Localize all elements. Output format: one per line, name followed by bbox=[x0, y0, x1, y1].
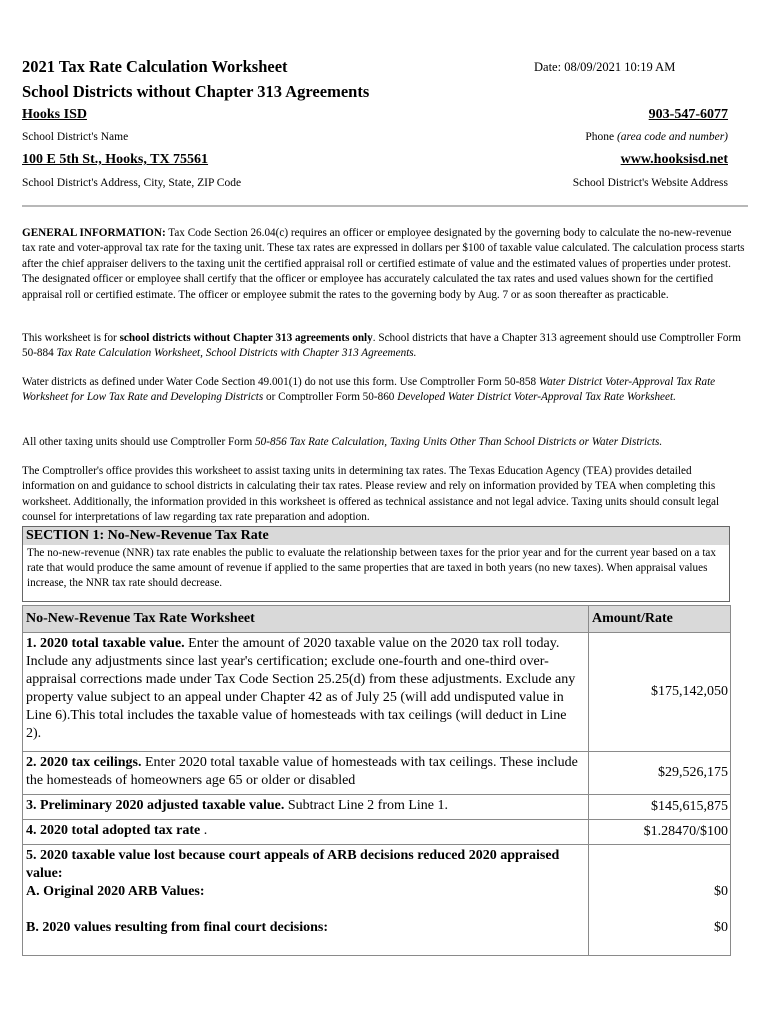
table-row bbox=[23, 633, 731, 752]
water-text-d: Developed Water District Voter-Approval Tax Rate Worksheet. bbox=[397, 391, 676, 404]
district-phone-caption bbox=[585, 131, 728, 143]
scope-text-d: Tax Rate Calculation Worksheet, School Districts with Chapter 313 Agreements. bbox=[56, 347, 417, 360]
table-row bbox=[23, 845, 731, 956]
district-name: Hooks ISD bbox=[22, 107, 87, 122]
worksheet-title: 2021 Tax Rate Calculation Worksheet bbox=[22, 57, 288, 76]
line-3-text: Subtract Line 2 from Line 1. bbox=[284, 798, 449, 813]
district-website-caption: School District's Website Address bbox=[572, 177, 728, 189]
water-district-note bbox=[22, 375, 746, 406]
district-phone: 903-547-6077 bbox=[648, 107, 728, 122]
water-text-a: Water districts as defined under Water Code Section 49.001(1) do not use this form. Use Comptroller Form 50-858 bbox=[22, 376, 539, 388]
line-5b-amount[interactable]: $0 bbox=[714, 920, 728, 935]
district-address: 100 E 5th St., Hooks, TX 75561 bbox=[22, 152, 209, 167]
line-5-description bbox=[23, 845, 589, 956]
water-text-c: or Comptroller Form 50-860 bbox=[263, 391, 398, 404]
line-4-label: 4. 2020 total adopted tax rate bbox=[26, 823, 201, 838]
section-1-title: SECTION 1: No-New-Revenue Tax Rate bbox=[23, 527, 729, 545]
nnr-worksheet-table bbox=[22, 605, 731, 956]
line-2-text: Enter 2020 total taxable value of homesteads with tax ceilings. These include the homesteads of homeowners age 65 or older or disabled bbox=[26, 755, 578, 788]
table-header-worksheet: No-New-Revenue Tax Rate Worksheet bbox=[23, 606, 589, 633]
table-row bbox=[23, 820, 731, 845]
line-1-text: Enter the amount of 2020 taxable value on the 2020 tax roll today. Include any adjustments since last year's certification; exclude one-fourth and one-third over-appraisal corrections made under Tax Code Section 25.25(d) from these adjustments. Exclude any property value subject to an appeal under Chapter 42 as of July 25 (will add undisputed value in Line 6).This total includes the taxable value of homesteads with tax ceilings (will deduct in Line 2). bbox=[26, 636, 576, 741]
table-row bbox=[23, 795, 731, 820]
line-4-text: . bbox=[200, 823, 208, 838]
scope-text-a: This worksheet is for bbox=[22, 332, 120, 344]
line-1-description bbox=[23, 633, 589, 752]
worksheet-scope-note bbox=[22, 331, 746, 362]
general-information-text: Tax Code Section 26.04(c) requires an officer or employee designated by the governing body to calculate the no-new-revenue tax rate and voter-approval tax rate for the taxing unit. These tax rates are expressed in dollars per $100 of taxable value calculated. The calculation process starts after the chief appraiser delivers to the taxing unit the certified appraisal roll or certified estimate of value and the estimated values of properties under protest. The designated officer or employee shall certify that the officer or employee has accurately calculated the tax rates and used values shown for the certified appraisal roll or certified estimate. The officer or employee submit the rates to the governing body by Aug. 7 or as soon thereafter as practicable. bbox=[22, 227, 745, 301]
line-5-amounts bbox=[589, 845, 731, 956]
worksheet-subtitle: School Districts without Chapter 313 Agreements bbox=[22, 82, 370, 101]
line-2-amount[interactable]: $29,526,175 bbox=[589, 752, 731, 795]
header-divider bbox=[22, 205, 748, 207]
phone-caption-hint: (area code and number) bbox=[616, 131, 728, 143]
district-name-caption: School District's Name bbox=[22, 131, 129, 143]
other-units-text-b: 50-856 Tax Rate Calculation, Taxing Units Other Than School Districts or Water Districts. bbox=[255, 436, 663, 448]
table-header-row bbox=[23, 606, 731, 633]
worksheet-date: Date: 08/09/2021 10:19 AM bbox=[534, 60, 676, 74]
district-website[interactable]: www.hooksisd.net bbox=[620, 152, 728, 167]
section-1-box bbox=[22, 526, 730, 602]
line-5b-label: B. 2020 values resulting from final court decisions: bbox=[26, 920, 329, 935]
line-3-label: 3. Preliminary 2020 adjusted taxable value. bbox=[26, 798, 285, 813]
other-units-note bbox=[22, 435, 746, 450]
section-1-description: The no-new-revenue (NNR) tax rate enables the public to evaluate the relationship between taxes for the prior year and for the current year based on a tax rate that would produce the same amount of revenue if applied to the same properties that are taxed in both years (no new taxes). When appraisal values increase, the NNR tax rate should decrease. bbox=[27, 547, 716, 589]
phone-caption-prefix: Phone bbox=[585, 131, 615, 143]
table-header-amount: Amount/Rate bbox=[589, 606, 731, 633]
line-5a-label: A. Original 2020 ARB Values: bbox=[26, 884, 205, 899]
line-3-amount[interactable]: $145,615,875 bbox=[589, 795, 731, 820]
general-information-label: GENERAL INFORMATION: bbox=[22, 227, 166, 239]
scope-text-b: school districts without Chapter 313 agreements only bbox=[119, 332, 373, 344]
line-1-label: 1. 2020 total taxable value. bbox=[26, 636, 185, 651]
general-information bbox=[22, 226, 746, 303]
comptroller-note: The Comptroller's office provides this worksheet to assist taxing units in determining tax rates. The Texas Education Agency (TEA) provides detailed information on and guidance to school districts in calculating their tax rates. Please review and rely on information provided by TEA when completing this worksheet. Additionally, the information provided in this worksheet is offered as technical assistance and not legal advice. Taxing units should consult legal counsel for interpretations of law regarding tax rate preparation and adoption. bbox=[22, 465, 720, 524]
scope-text-c: . School districts that have a Chapter 313 agreement should use Comptroller Form 50-884 bbox=[22, 332, 741, 360]
table-row bbox=[23, 752, 731, 795]
line-2-description bbox=[23, 752, 589, 795]
line-2-label: 2. 2020 tax ceilings. bbox=[26, 755, 142, 770]
line-4-description bbox=[23, 820, 589, 845]
water-text-b: Water District Voter-Approval Tax Rate Worksheet for Low Tax Rate and Developing Districts bbox=[22, 376, 716, 404]
line-3-description bbox=[23, 795, 589, 820]
line-1-amount[interactable]: $175,142,050 bbox=[589, 633, 731, 752]
district-address-caption: School District's Address, City, State, ZIP Code bbox=[22, 177, 242, 189]
other-units-text-a: All other taxing units should use Comptroller Form bbox=[22, 436, 256, 448]
line-5-label: 5. 2020 taxable value lost because court appeals of ARB decisions reduced 2020 appraised value: bbox=[26, 848, 560, 881]
line-5a-amount[interactable]: $0 bbox=[714, 884, 728, 899]
line-4-amount[interactable]: $1.28470/$100 bbox=[589, 820, 731, 845]
